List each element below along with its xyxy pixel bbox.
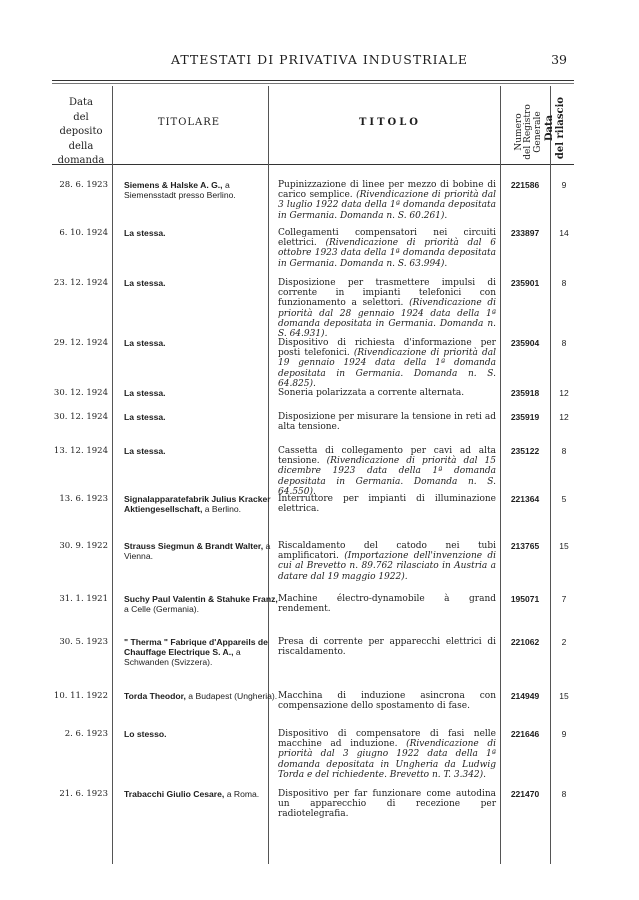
column-header-date: Data del deposito della domanda — [57, 97, 105, 166]
title-priority-note: (Rivendicazione di priorità dal 3 luglio 1922 data della 1ª domanda depositata in Germania. Domanda n. S. 60.261). — [278, 190, 496, 221]
column-divider — [112, 86, 113, 864]
deposit-date: 30. 9. 1922 — [59, 541, 108, 551]
release-date: 8 — [561, 789, 567, 799]
title-priority-note: (Rivendicazione di priorità dal 3 giugno 1922 data della 1ª domanda depositata in Ungheria da Ludwig Torda e del richiedente. Brevetto n. T. 3.342). — [278, 739, 496, 780]
release-date: 15 — [559, 541, 569, 551]
deposit-date: 30. 5. 1923 — [59, 637, 108, 647]
owner — [124, 446, 284, 456]
release-date: 12 — [559, 388, 569, 398]
registry-number: 235901 — [510, 278, 540, 288]
header-bottom-rule — [52, 164, 574, 165]
owner-name: Suchy Paul Valentin & Stahuke Franz, — [124, 594, 278, 604]
owner-name: La stessa. — [124, 338, 166, 348]
patent-title — [278, 338, 496, 389]
deposit-date: 6. 10. 1924 — [59, 228, 108, 238]
owner — [124, 388, 284, 398]
owner-location: a Vienna. — [124, 541, 271, 562]
title-text: Soneria polarizzata a corrente alternata. — [278, 388, 465, 398]
column-divider — [268, 86, 269, 864]
release-date: 5 — [561, 494, 567, 504]
table-top-rule — [52, 80, 574, 81]
title-text: Disposizione per misurare la tensione in reti ad alta tensione. — [278, 412, 496, 433]
page-title: ATTESTATI DI PRIVATIVA INDUSTRIALE — [171, 52, 468, 67]
deposit-date: 23. 12. 1924 — [53, 278, 108, 288]
title-text: Dispositivo di compensatore di fasi nelle macchine ad induzione. — [278, 729, 496, 750]
registry-number: 235919 — [510, 412, 540, 422]
release-date: 2 — [561, 637, 567, 647]
column-header-owner: TITOLARE — [157, 117, 221, 128]
owner — [124, 228, 284, 238]
owner — [124, 789, 284, 799]
title-text: Disposizione per trasmettere impulsi di corrente in impianti telefonici con funzionamento a selettori. — [278, 278, 496, 309]
owner-location: a Roma. — [224, 789, 260, 799]
registry-number: 195071 — [510, 594, 540, 604]
owner-name: Trabacchi Giulio Cesare, — [124, 789, 225, 799]
title-text: Presa di corrente per apparecchi elettrici di riscaldamento. — [278, 637, 496, 658]
deposit-date: 31. 1. 1921 — [59, 594, 108, 604]
column-header-release: Data del rilascio — [544, 96, 566, 160]
title-text: Pupinizzazione di linee per mezzo di bobine di carico semplice. — [278, 180, 496, 201]
title-text: Collegamenti compensatori nei circuiti elettrici. — [278, 228, 496, 249]
deposit-date: 30. 12. 1924 — [53, 412, 108, 422]
patent-title — [278, 278, 496, 339]
owner-name: Siemens & Halske A. G., — [124, 180, 223, 190]
owner-name: La stessa. — [124, 446, 166, 456]
owner-name: La stessa. — [124, 388, 166, 398]
title-priority-note: (Rivendicazione di priorità dal 6 ottobre 1923 data della 1ª domanda depositata in Germania. Domanda n. S. 63.994). — [278, 238, 496, 269]
column-header-registry: Numero del Registro Generale — [514, 104, 543, 160]
owner-name: La stessa. — [124, 278, 166, 288]
owner-name: " Therma " Fabrique d'Appareils de Chauffage Electrique S. A., — [124, 637, 268, 658]
registry-number: 221470 — [510, 789, 540, 799]
owner-name: La stessa. — [124, 412, 166, 422]
owner-location: a Siemensstadt presso Berlino. — [124, 180, 236, 201]
column-header-title: TITOLO — [358, 117, 421, 128]
owner-name: Signalapparatefabrik Julius Kracker Aktiengesellschaft, — [124, 494, 271, 515]
title-text: Dispositivo per far funzionare come autodina un apparecchio di recezione per radiotelegrafia. — [278, 789, 496, 820]
owner — [124, 729, 284, 739]
owner — [124, 180, 284, 200]
registry-number: 235918 — [510, 388, 540, 398]
deposit-date: 30. 12. 1924 — [53, 388, 108, 398]
deposit-date: 10. 11. 1922 — [53, 691, 108, 701]
title-priority-note: (Rivendicazione di priorità dal 19 gennaio 1924 data della 1ª domanda depositata in Germania. Domanda n. S. 64.825). — [278, 348, 496, 389]
column-divider — [500, 86, 501, 864]
owner — [124, 637, 284, 668]
owner-location: a Schwanden (Svizzera). — [124, 647, 241, 668]
patent-title — [278, 412, 496, 432]
title-text: Interruttore per impianti di illuminazione elettrica. — [278, 494, 496, 515]
deposit-date: 29. 12. 1924 — [53, 338, 108, 348]
patent-title — [278, 637, 496, 657]
deposit-date: 2. 6. 1923 — [64, 729, 108, 739]
owner-name: La stessa. — [124, 228, 166, 238]
registry-number: 233897 — [510, 228, 540, 238]
registry-number: 213765 — [510, 541, 540, 551]
title-text: Macchina di induzione asincrona con compensazione dello spostamento di fase. — [278, 691, 496, 712]
release-date: 14 — [559, 228, 569, 238]
patent-title — [278, 446, 496, 497]
owner-location: a Budapest (Ungheria). — [185, 691, 278, 701]
release-date: 8 — [561, 446, 567, 456]
registry-number: 235122 — [510, 446, 540, 456]
owner — [124, 541, 284, 561]
release-date: 7 — [561, 594, 567, 604]
patent-title — [278, 594, 496, 614]
column-divider — [550, 86, 551, 864]
patent-title — [278, 729, 496, 780]
patent-title — [278, 388, 496, 398]
owner — [124, 494, 284, 514]
table-top-rule-double — [52, 83, 574, 84]
owner-name: Lo stesso. — [124, 729, 167, 739]
release-date: 8 — [561, 338, 567, 348]
title-priority-note: (Rivendicazione di priorità dal 15 dicembre 1923 data della 1ª domanda depositata in Germania. Domanda n. S. 64.550). — [278, 456, 496, 497]
patent-title — [278, 691, 496, 711]
title-text: Machine électro-dynamobile à grand rendement. — [278, 594, 496, 615]
owner — [124, 278, 284, 288]
release-date: 12 — [559, 412, 569, 422]
owner-location: a Berlino. — [202, 504, 242, 515]
release-date: 9 — [561, 180, 567, 190]
owner-location: a Celle (Germania). — [124, 604, 199, 615]
patent-title — [278, 180, 496, 221]
patent-title — [278, 789, 496, 820]
release-date: 9 — [561, 729, 567, 739]
title-text: Riscaldamento del catodo nei tubi amplificatori. — [278, 541, 496, 562]
title-priority-note: (Importazione dell'invenzione di cui al Brevetto n. 89.762 rilasciato in Austria a datare dal 19 maggio 1922). — [278, 551, 496, 582]
deposit-date: 13. 12. 1924 — [53, 446, 108, 456]
registry-number: 221062 — [510, 637, 540, 647]
page-number: 39 — [551, 52, 567, 67]
patent-title — [278, 494, 496, 514]
owner — [124, 338, 284, 348]
registry-number: 221646 — [510, 729, 540, 739]
deposit-date: 21. 6. 1923 — [59, 789, 108, 799]
title-text: Dispositivo di richiesta d'informazione per posti telefonici. — [278, 338, 496, 359]
registry-number: 221364 — [510, 494, 540, 504]
owner-name: Strauss Siegmun & Brandt Walter, — [124, 541, 264, 551]
release-date: 15 — [559, 691, 569, 701]
owner — [124, 691, 284, 701]
owner-name: Torda Theodor, — [124, 691, 186, 701]
title-priority-note: (Rivendicazione di priorità dal 28 gennaio 1924 data della 1ª domanda depositata in Germania. Domanda n. S. 64.931). — [278, 298, 496, 340]
patent-title — [278, 228, 496, 269]
deposit-date: 28. 6. 1923 — [59, 180, 108, 190]
patent-title — [278, 541, 496, 582]
owner — [124, 412, 284, 422]
deposit-date: 13. 6. 1923 — [59, 494, 108, 504]
release-date: 8 — [561, 278, 567, 288]
registry-number: 214949 — [510, 691, 540, 701]
registry-number: 235904 — [510, 338, 540, 348]
owner — [124, 594, 284, 614]
title-text: Cassetta di collegamento per cavi ad alta tensione. — [278, 446, 496, 467]
registry-number: 221586 — [510, 180, 540, 190]
